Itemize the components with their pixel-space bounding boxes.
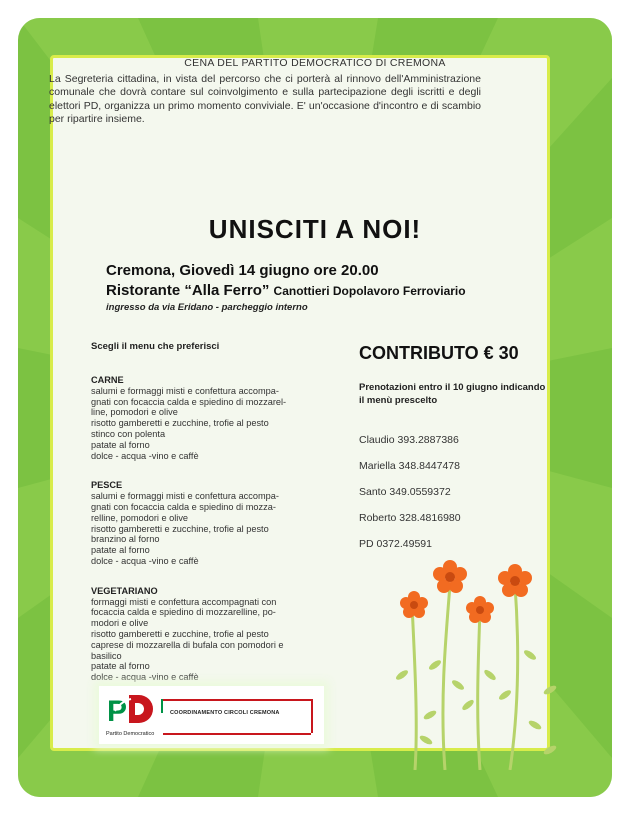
menu-section	[91, 480, 326, 566]
menu-line: risotto gamberetti e zucchine, trofie al pesto	[91, 418, 269, 429]
intro-paragraph: La Segreteria cittadina, in vista del percorso che ci porterà al rinnovo dell'Amministrazione comunale che dovrà contare sul coinvolgimento e sulla partecipazione degli iscritti e degli elettori PD, organizza un primo momento conviviale. E' un'occasione d'incontro e di scambio per ripartire insieme.	[49, 73, 481, 126]
venue-name: Ristorante “Alla Ferro”	[106, 282, 270, 299]
contact-item: PD 0372.49591	[359, 538, 432, 550]
menu-line: modori e olive	[91, 618, 149, 629]
flyer-header: CENA DEL PARTITO DEMOCRATICO DI CREMONA	[184, 57, 446, 69]
pd-logo	[105, 689, 157, 729]
menu-line: patate al forno	[91, 439, 150, 450]
pd-letter-p: P	[107, 695, 128, 728]
menu-line: salumi e formaggi misti e confettura accompa-	[91, 491, 279, 502]
menu-line: caprese di mozzarella di bufala con pomodori e	[91, 639, 284, 650]
menu-list	[91, 375, 326, 702]
menu-line: formaggi misti e confettura accompagnati con	[91, 596, 277, 607]
coordination-bracket	[163, 699, 311, 735]
venue-detail: Canottieri Dopolavoro Ferroviario	[273, 284, 466, 298]
event-date: Cremona, Giovedì 14 giugno ore 20.00	[106, 262, 379, 279]
menu-line: patate al forno	[91, 545, 150, 556]
menu-line: risotto gamberetti e zucchine, trofie al pesto	[91, 628, 269, 639]
menu-line: patate al forno	[91, 661, 150, 672]
menu-title: VEGETARIANO	[91, 585, 158, 596]
menu-line: dolce - acqua -vino e caffè	[91, 555, 199, 566]
contact-item: Roberto 328.4816980	[359, 512, 461, 524]
contact-list	[359, 434, 461, 564]
contact-item: Santo 349.0559372	[359, 486, 451, 498]
menu-line: gnati con focaccia calda e spiedino di mozzarel-	[91, 396, 287, 407]
contact-item: Mariella 348.8447478	[359, 460, 460, 472]
flowers-illustration	[390, 555, 570, 770]
event-venue	[106, 282, 466, 299]
menu-line: stinco con polenta	[91, 428, 166, 439]
party-name: Partito Democratico	[106, 731, 155, 737]
menu-line: relline, pomodori e olive	[91, 512, 189, 523]
menu-intro: Scegli il menu che preferisci	[91, 341, 220, 352]
contact-item: Claudio 393.2887386	[359, 434, 459, 446]
menu-title: PESCE	[91, 480, 123, 491]
menu-line: dolce - acqua -vino e caffè	[91, 450, 199, 461]
headline: UNISCITI A NOI!	[208, 214, 422, 244]
menu-line: salumi e formaggi misti e confettura accompa-	[91, 385, 279, 396]
menu-line: focaccia calda e spiedino di mozzarelline, po-	[91, 607, 276, 618]
menu-line: gnati con focaccia calda e spiedino di mozza-	[91, 501, 276, 512]
menu-line: branzino al forno	[91, 534, 160, 545]
event-access: ingresso da via Eridano - parcheggio interno	[106, 302, 308, 313]
coordination-label: COORDINAMENTO CIRCOLI CREMONA	[170, 710, 280, 716]
contribution: CONTRIBUTO € 30	[359, 343, 519, 363]
menu-title: CARNE	[91, 375, 124, 385]
menu-line: line, pomodori e olive	[91, 407, 178, 418]
menu-section	[91, 375, 326, 461]
menu-line: risotto gamberetti e zucchine, trofie al pesto	[91, 523, 269, 534]
menu-line: dolce - acqua -vino e caffè	[91, 672, 199, 683]
menu-section	[91, 586, 326, 683]
reservation-note: Prenotazioni entro il 10 giugno indicando il menù prescelto	[359, 382, 546, 406]
menu-line: basilico	[91, 650, 122, 661]
